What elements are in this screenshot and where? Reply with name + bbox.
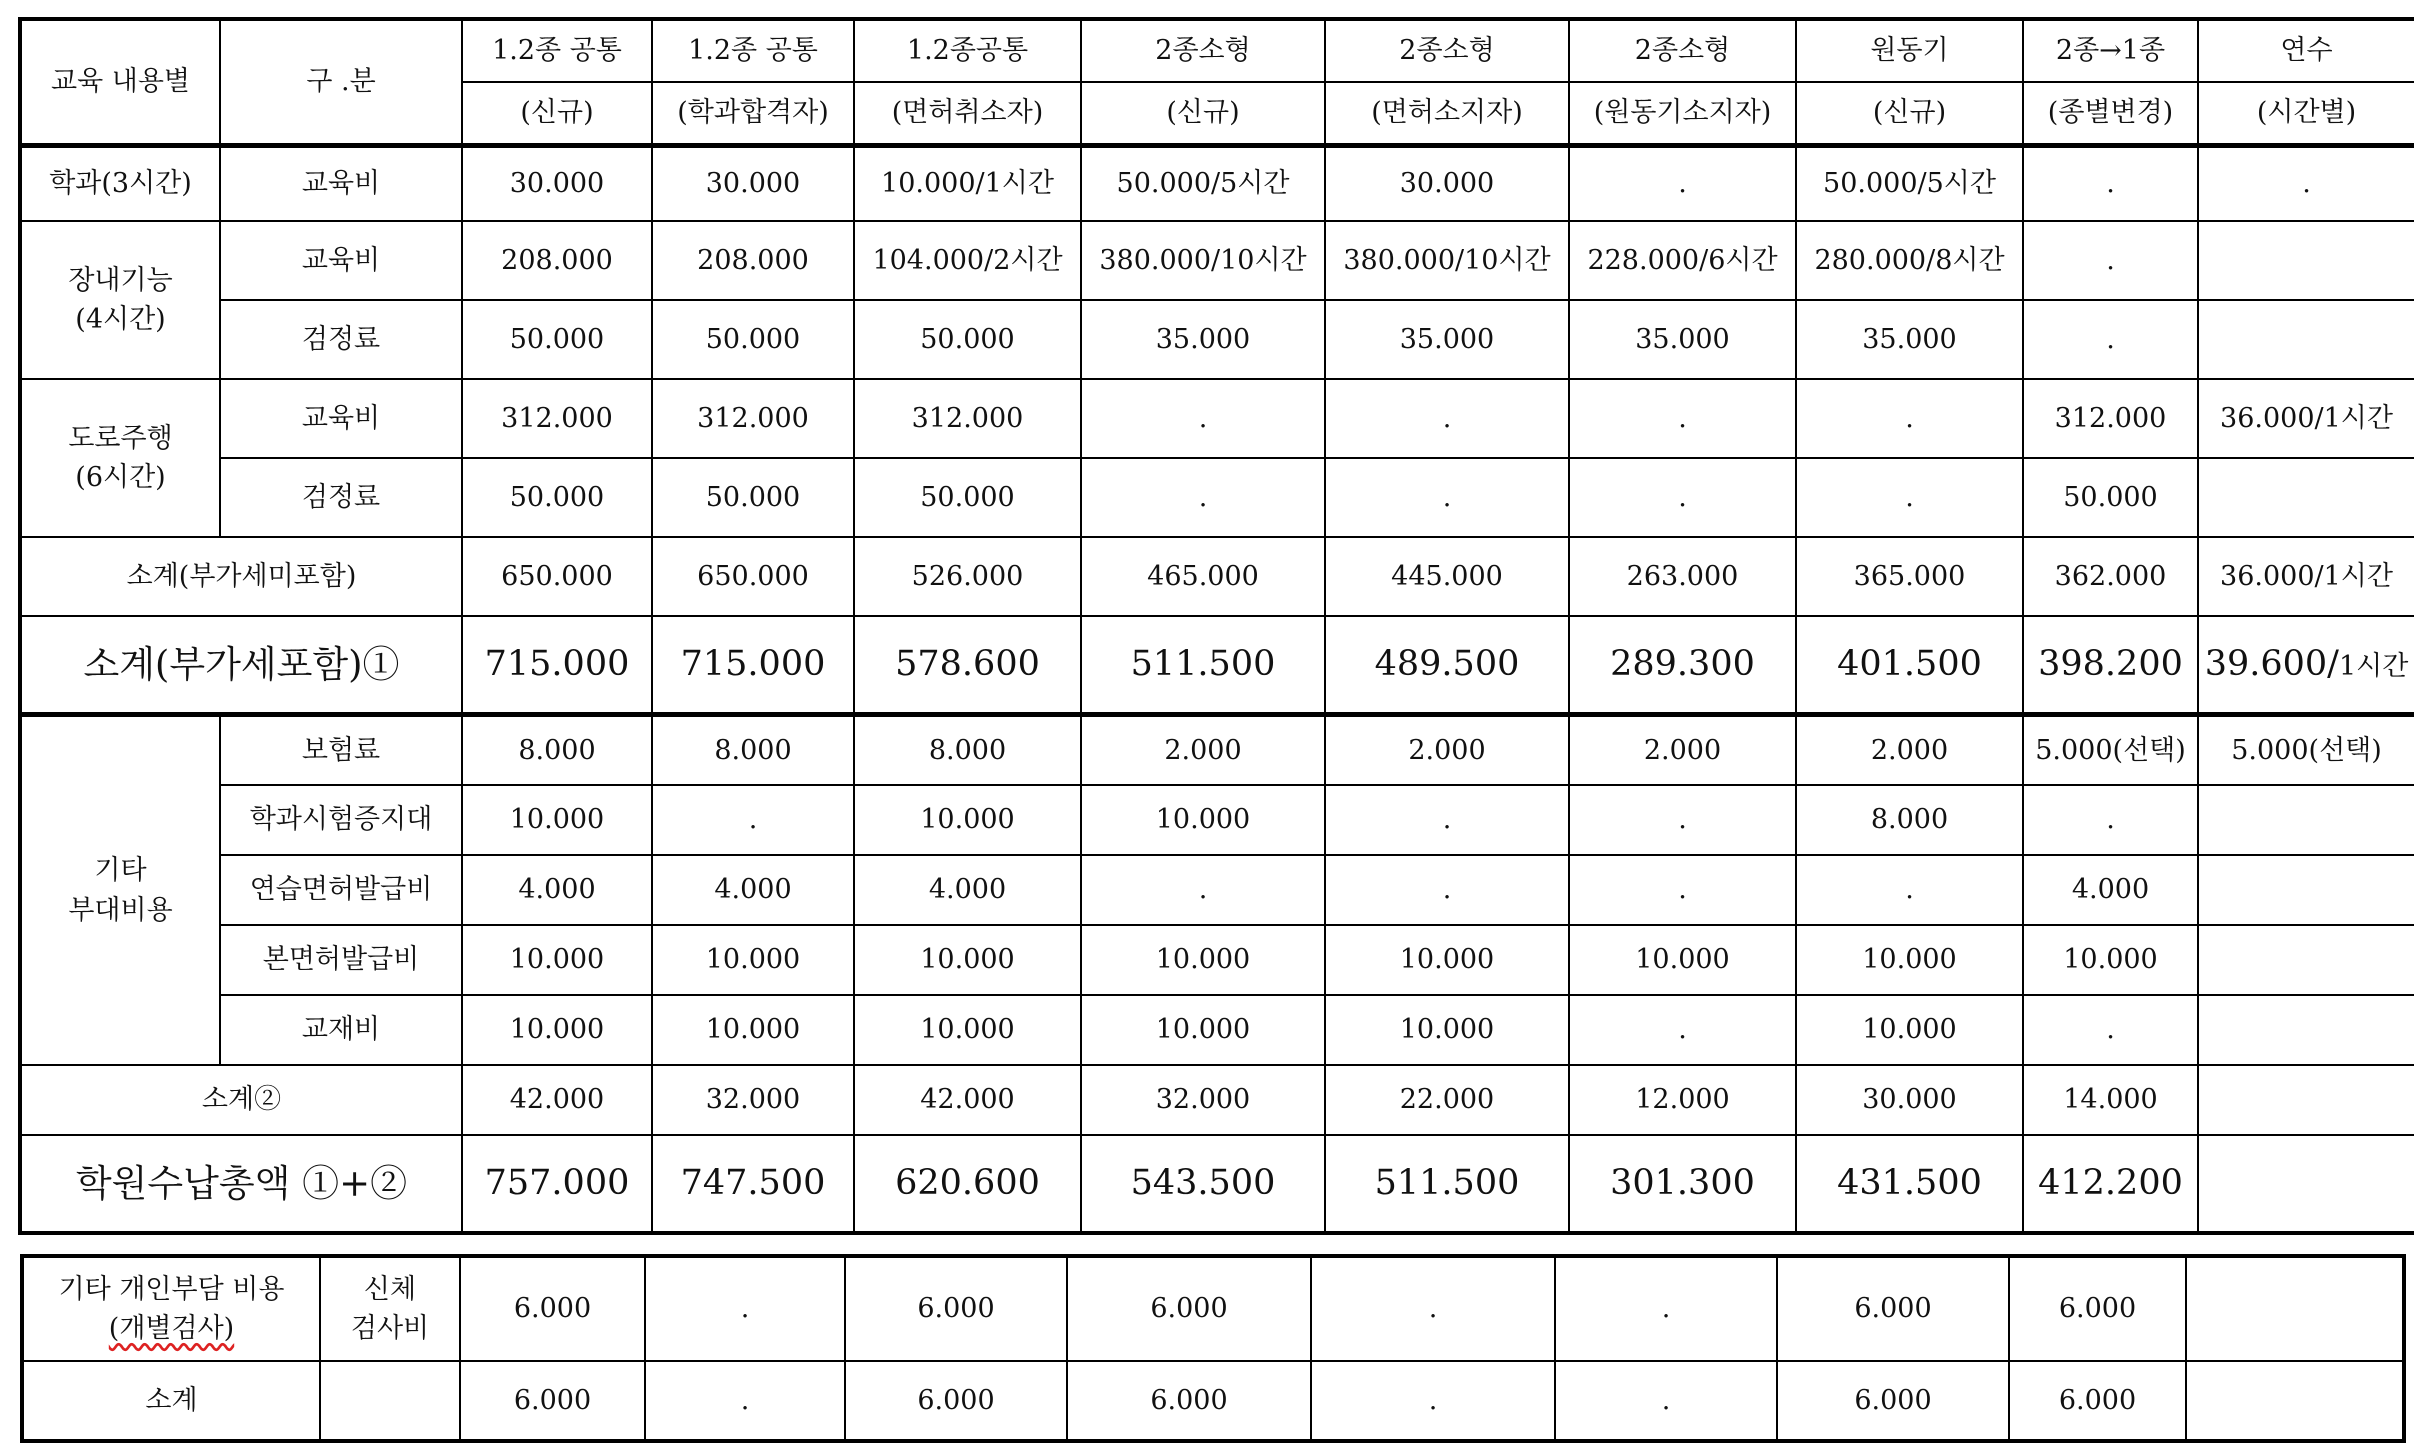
value-cell: 12.000 [1569, 1065, 1796, 1135]
item-line2: 검사비 [350, 1313, 430, 1344]
value-cell: 14.000 [2023, 1065, 2198, 1135]
value-cell: 10.000 [1569, 925, 1796, 995]
value-cell: . [1325, 458, 1569, 537]
value-cell: 489.500 [1325, 616, 1569, 715]
total-value-cell [2198, 1135, 2414, 1233]
value-cell: . [1311, 1361, 1555, 1441]
row-group-label: 학과(3시간) [20, 146, 220, 222]
value-cell: . [1569, 379, 1796, 458]
column-header: 1.2종공통 [854, 19, 1081, 82]
value-cell: 208.000 [652, 221, 854, 300]
value-cell [2198, 616, 2414, 715]
value-cell: . [1569, 995, 1796, 1065]
value-cell: . [1569, 146, 1796, 222]
value-cell: 715.000 [652, 616, 854, 715]
column-header: 2종→1종 [2023, 19, 2198, 82]
value-cell: 365.000 [1796, 537, 2023, 616]
value-cell: . [645, 1361, 845, 1441]
value-cell: 50.000 [854, 300, 1081, 379]
value-cell: 445.000 [1325, 537, 1569, 616]
value-cell: 380.000/10시간 [1325, 221, 1569, 300]
value-cell: 2.000 [1796, 715, 2023, 786]
total-value-cell: 747.500 [652, 1135, 854, 1233]
value-cell: 6.000 [460, 1256, 645, 1361]
column-header: 연수 [2198, 19, 2414, 82]
table-row [20, 19, 2414, 82]
column-subheader: (시간별) [2198, 82, 2414, 146]
grand-total-label: 학원수납총액 ①+② [20, 1135, 462, 1233]
value-cell: 36.000/1시간 [2198, 537, 2414, 616]
value-cell: 228.000/6시간 [1569, 221, 1796, 300]
value-cell [2198, 995, 2414, 1065]
value-cell: 6.000 [1067, 1361, 1311, 1441]
value-cell: 50.000 [652, 300, 854, 379]
table-row [20, 715, 2414, 786]
value-cell: 35.000 [1325, 300, 1569, 379]
table-row [20, 855, 2414, 925]
value-cell: 6.000 [1067, 1256, 1311, 1361]
value-cell: 104.000/2시간 [854, 221, 1081, 300]
value-cell: 2.000 [1569, 715, 1796, 786]
row-item-label: 연습면허발급비 [220, 855, 462, 925]
column-header: 원동기 [1796, 19, 2023, 82]
value-cell: 10.000 [462, 925, 652, 995]
column-subheader: (종별변경) [2023, 82, 2198, 146]
value-cell [2198, 458, 2414, 537]
value-cell: . [645, 1256, 845, 1361]
column-header: 2종소형 [1081, 19, 1325, 82]
value-cell: 5.000(선택) [2023, 715, 2198, 786]
value-cell: 22.000 [1325, 1065, 1569, 1135]
value-cell [2198, 221, 2414, 300]
value-cell: 465.000 [1081, 537, 1325, 616]
value-cell: 30.000 [1325, 146, 1569, 222]
group-line2: (4시간) [75, 304, 166, 335]
value-cell: . [2023, 221, 2198, 300]
personal-subtotal-label: 소계 [22, 1361, 320, 1441]
row-group-label [20, 715, 220, 1066]
column-subheader: (면허취소자) [854, 82, 1081, 146]
value-cell: 401.500 [1796, 616, 2023, 715]
value-cell: 2.000 [1081, 715, 1325, 786]
value-cell: 398.200 [2023, 616, 2198, 715]
value-cell [2186, 1361, 2404, 1441]
fee-table [18, 17, 2414, 1235]
column-subheader: (학과합격자) [652, 82, 854, 146]
value-cell: 650.000 [652, 537, 854, 616]
value-cell: 263.000 [1569, 537, 1796, 616]
value-cell [2198, 785, 2414, 855]
total-value-cell: 431.500 [1796, 1135, 2023, 1233]
table-row [20, 300, 2414, 379]
group-line1: 도로주행 [68, 422, 173, 454]
value-cell: 6.000 [1777, 1256, 2009, 1361]
value-cell: 10.000 [1325, 995, 1569, 1065]
value-cell: 35.000 [1796, 300, 2023, 379]
empty-cell [320, 1361, 460, 1441]
value-cell: 50.000 [2023, 458, 2198, 537]
personal-cost-label [22, 1256, 320, 1361]
column-header: 1.2종 공통 [652, 19, 854, 82]
group-line1: 장내기능 [68, 264, 173, 296]
value-cell: 10.000 [1325, 925, 1569, 995]
value-cell [2186, 1256, 2404, 1361]
value-cell: 10.000 [1081, 785, 1325, 855]
value-cell: . [2023, 146, 2198, 222]
column-header: 2종소형 [1569, 19, 1796, 82]
value-cell: . [1796, 458, 2023, 537]
group-line2: (6시간) [75, 462, 166, 493]
value-cell: . [1796, 379, 2023, 458]
value-cell: 4.000 [462, 855, 652, 925]
table-row [20, 1065, 2414, 1135]
row-item-label: 검정료 [220, 300, 462, 379]
value-cell: 50.000 [652, 458, 854, 537]
value-cell: . [1555, 1361, 1777, 1441]
value-cell: 312.000 [462, 379, 652, 458]
column-subheader: (신규) [462, 82, 652, 146]
row-group-label [20, 379, 220, 537]
row-item-label: 교육비 [220, 146, 462, 222]
value-cell: 10.000 [1081, 995, 1325, 1065]
value-cell: 10.000/1시간 [854, 146, 1081, 222]
value-cell: 50.000/5시간 [1796, 146, 2023, 222]
value-cell: . [652, 785, 854, 855]
value-cell: 578.600 [854, 616, 1081, 715]
value-cell: 30.000 [462, 146, 652, 222]
personal-label-line2: (개별검사) [108, 1313, 235, 1344]
subtotal2-label: 소계② [20, 1065, 462, 1135]
total-value-cell: 620.600 [854, 1135, 1081, 1233]
total-value-cell: 543.500 [1081, 1135, 1325, 1233]
value-cell: 312.000 [652, 379, 854, 458]
column-subheader: (신규) [1796, 82, 2023, 146]
value-cell: 10.000 [854, 785, 1081, 855]
table-row [20, 925, 2414, 995]
header-content-type: 교육 내용별 [20, 19, 220, 146]
value-cell: 35.000 [1569, 300, 1796, 379]
row-item-label: 보험료 [220, 715, 462, 786]
value-cell: 289.300 [1569, 616, 1796, 715]
table-row [20, 379, 2414, 458]
value-cell: . [1325, 785, 1569, 855]
value-cell [2198, 1065, 2414, 1135]
value-cell: 32.000 [652, 1065, 854, 1135]
value-cell: 208.000 [462, 221, 652, 300]
value-cell: 8.000 [1796, 785, 2023, 855]
value-cell: 10.000 [652, 925, 854, 995]
value-cell: 4.000 [854, 855, 1081, 925]
value-cell: 10.000 [854, 925, 1081, 995]
value-cell: 10.000 [854, 995, 1081, 1065]
value-cell: 6.000 [1777, 1361, 2009, 1441]
table-row [20, 221, 2414, 300]
row-item-label: 교육비 [220, 379, 462, 458]
value-cell: . [2023, 300, 2198, 379]
table-row [20, 458, 2414, 537]
subtotal-vat-label: 소계(부가세포함)① [20, 616, 462, 715]
table-row [22, 1256, 2404, 1361]
group-line1: 기타 [94, 855, 147, 887]
value-cell: 30.000 [1796, 1065, 2023, 1135]
value-cell: 10.000 [1796, 925, 2023, 995]
value-cell: 6.000 [460, 1361, 645, 1441]
personal-item-label [320, 1256, 460, 1361]
value-cell: . [1569, 458, 1796, 537]
value-cell: 35.000 [1081, 300, 1325, 379]
table-row [20, 1135, 2414, 1233]
value-cell: 36.000/1시간 [2198, 379, 2414, 458]
table-row [20, 146, 2414, 222]
table-row [20, 785, 2414, 855]
total-value-cell: 412.200 [2023, 1135, 2198, 1233]
row-item-label: 교육비 [220, 221, 462, 300]
value-cell: 32.000 [1081, 1065, 1325, 1135]
column-header: 1.2종 공통 [462, 19, 652, 82]
value-main: 39.600/ [2204, 644, 2339, 685]
value-cell: 42.000 [462, 1065, 652, 1135]
value-cell: 6.000 [2009, 1256, 2186, 1361]
value-cell: . [1081, 458, 1325, 537]
value-cell: . [1325, 855, 1569, 925]
value-cell: 526.000 [854, 537, 1081, 616]
value-cell: . [2023, 995, 2198, 1065]
value-cell: 8.000 [462, 715, 652, 786]
value-cell: . [1081, 855, 1325, 925]
value-cell: 30.000 [652, 146, 854, 222]
value-cell: 362.000 [2023, 537, 2198, 616]
table-row [20, 537, 2414, 616]
value-cell: 10.000 [652, 995, 854, 1065]
row-item-label: 본면허발급비 [220, 925, 462, 995]
column-subheader: (신규) [1081, 82, 1325, 146]
value-cell: . [1796, 855, 2023, 925]
value-cell [2198, 925, 2414, 995]
value-cell: 10.000 [1081, 925, 1325, 995]
value-cell: 10.000 [462, 785, 652, 855]
value-cell: 10.000 [1796, 995, 2023, 1065]
value-cell: 380.000/10시간 [1081, 221, 1325, 300]
item-line1: 신체 [363, 1273, 417, 1305]
row-item-label: 교재비 [220, 995, 462, 1065]
value-cell: 10.000 [462, 995, 652, 1065]
value-cell: 5.000(선택) [2198, 715, 2414, 786]
row-item-label: 학과시험증지대 [220, 785, 462, 855]
value-cell: 4.000 [2023, 855, 2198, 925]
value-cell: . [1325, 379, 1569, 458]
personal-cost-table [20, 1254, 2406, 1443]
value-cell: 511.500 [1081, 616, 1325, 715]
value-cell: 2.000 [1325, 715, 1569, 786]
subtotal-label: 소계(부가세미포함) [20, 537, 462, 616]
value-cell: 50.000/5시간 [1081, 146, 1325, 222]
value-cell: 6.000 [845, 1361, 1067, 1441]
value-cell: 312.000 [2023, 379, 2198, 458]
table-row [22, 1361, 2404, 1441]
value-cell [2198, 855, 2414, 925]
value-unit: 1시간 [2338, 651, 2409, 683]
value-cell: . [1569, 855, 1796, 925]
personal-label-line1: 기타 개인부담 비용 [58, 1273, 285, 1305]
value-cell: 715.000 [462, 616, 652, 715]
table-row [20, 616, 2414, 715]
value-cell: 280.000/8시간 [1796, 221, 2023, 300]
row-group-label [20, 221, 220, 379]
total-value-cell: 757.000 [462, 1135, 652, 1233]
group-line2: 부대비용 [68, 894, 173, 926]
column-subheader: (면허소지자) [1325, 82, 1569, 146]
value-cell: 42.000 [854, 1065, 1081, 1135]
value-cell: 10.000 [2023, 925, 2198, 995]
total-value-cell: 511.500 [1325, 1135, 1569, 1233]
value-cell: 650.000 [462, 537, 652, 616]
table-row [20, 995, 2414, 1065]
value-cell: 6.000 [845, 1256, 1067, 1361]
value-cell: . [1555, 1256, 1777, 1361]
value-cell: 50.000 [854, 458, 1081, 537]
value-cell: 50.000 [462, 458, 652, 537]
value-cell [2198, 300, 2414, 379]
value-cell: 8.000 [854, 715, 1081, 786]
row-item-label: 검정료 [220, 458, 462, 537]
value-cell: 50.000 [462, 300, 652, 379]
value-cell: . [2198, 146, 2414, 222]
value-cell: 6.000 [2009, 1361, 2186, 1441]
value-cell: . [1081, 379, 1325, 458]
header-category: 구 .분 [220, 19, 462, 146]
value-cell: 8.000 [652, 715, 854, 786]
value-cell: . [1311, 1256, 1555, 1361]
value-cell: 4.000 [652, 855, 854, 925]
value-cell: 312.000 [854, 379, 1081, 458]
value-cell: . [1569, 785, 1796, 855]
column-subheader: (원동기소지자) [1569, 82, 1796, 146]
total-value-cell: 301.300 [1569, 1135, 1796, 1233]
column-header: 2종소형 [1325, 19, 1569, 82]
value-cell: . [2023, 785, 2198, 855]
